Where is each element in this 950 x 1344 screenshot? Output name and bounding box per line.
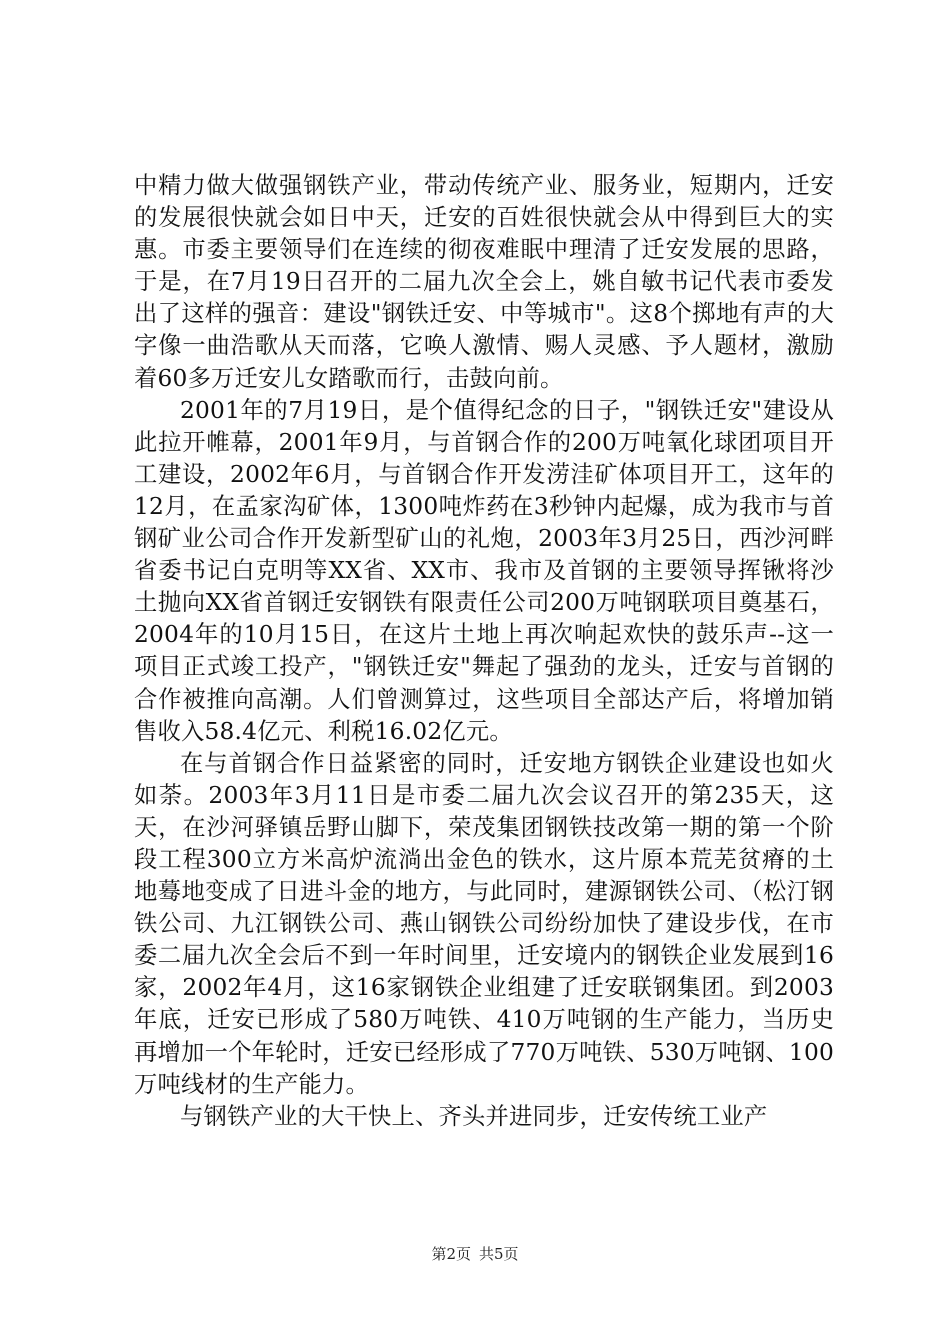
paragraph-2: 2001年的7月19日，是个值得纪念的日子，"钢铁迁安"建设从此拉开帷幕，2001年9月，与首钢合作的200万吨氧化球团项目开工建设，2002年6月，与首钢合作开发涝洼矿体项目开工，这年的12月，在孟家沟矿体，1300吨炸药在3秒钟内起爆，成为我市与首钢矿业公司合作开发新型矿山的礼炮，2003年3月25日，西沙河畔省委书记白克明等XX省、XX市、我市及首钢的主要领导挥锹将沙土抛向XX省首钢迁安钢铁有限责任公司200万吨钢联项目奠基石，2004年的10月15日，在这片土地上再次响起欢快的鼓乐声--这一项目正式竣工投产，"钢铁迁安"舞起了强劲的龙头，迁安与首钢的合作被推向高潮。人们曾测算过，这些项目全部达产后，将增加销售收入58.4亿元、利税16.02亿元。	[134, 396, 834, 745]
document-body	[134, 170, 834, 1133]
paragraph-1: 中精力做大做强钢铁产业，带动传统产业、服务业，短期内，迁安的发展很快就会如日中天，迁安的百姓很快就会从中得到巨大的实惠。市委主要领导们在连续的彻夜难眠中理清了迁安发展的思路，于是，在7月19日召开的二届九次全会上，姚自敏书记代表市委发出了这样的强音：建设"钢铁迁安、中等城市"。这8个掷地有声的大字像一曲浩歌从天而落，它唤人激情、赐人灵感、予人题材，激励着60多万迁安儿女踏歌而行，击鼓向前。	[134, 172, 834, 392]
paragraph-3: 在与首钢合作日益紧密的同时，迁安地方钢铁企业建设也如火如荼。2003年3月11日是市委二届九次会议召开的第235天，这天，在沙河驿镇岳野山脚下，荣茂集团钢铁技改第一期的第一个阶段工程300立方米高炉流淌出金色的铁水，这片原本荒芜贫瘠的土地蓦地变成了日进斗金的地方，与此同时，建源钢铁公司、（松汀钢铁公司、九江钢铁公司、燕山钢铁公司纷纷加快了建设步伐，在市委二届九次全会后不到一年时间里，迁安境内的钢铁企业发展到16家，2002年4月，这16家钢铁企业组建了迁安联钢集团。到2003年底，迁安已形成了580万吨铁、410万吨钢的生产能力，当历史再增加一个年轮时，迁安已经形成了770万吨铁、530万吨钢、100万吨线材的生产能力。	[134, 749, 834, 1098]
page-footer	[0, 1244, 950, 1264]
page-total: 共5页	[479, 1245, 519, 1263]
paragraph-4: 与钢铁产业的大干快上、齐头并进同步，迁安传统工业产	[180, 1102, 768, 1130]
page-number: 第2页	[431, 1245, 471, 1263]
